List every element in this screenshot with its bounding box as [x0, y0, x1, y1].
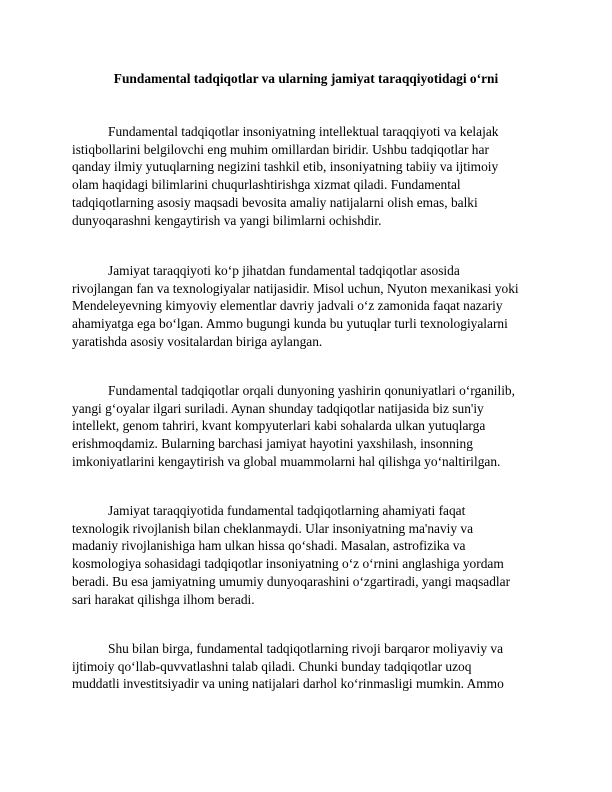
paragraph-line: rivojlangan fan va texnologiyalar natijasidir. Misol uchun, Nyuton mexanikasi yoki	[72, 280, 519, 296]
paragraph-line: Fundamental tadqiqotlar orqali dunyoning yashirin qonuniyatlari o‘rganilib,	[108, 383, 515, 398]
paragraph-line: beradi. Bu esa jamiyatning umumiy dunyoqarashini o‘zgartiradi, yangi maqsadlar	[72, 573, 511, 589]
paragraph-line: texnologik rivojlanish bilan cheklanmaydi. Ular insoniyatning ma'naviy va	[72, 520, 474, 536]
paragraph-line: Shu bilan birga, fundamental tadqiqotlarning rivoji barqaror moliyaviy va	[108, 641, 504, 656]
paragraph-line: imkoniyatlarini kengaytirish va global muammolarni hal qilishga yo‘naltirilgan.	[72, 453, 501, 469]
paragraph-line: Mendeleyevning kimyoviy elementlar davriy jadvali o‘z zamonida faqat nazariy	[72, 298, 503, 314]
paragraph-5	[72, 640, 532, 693]
paragraph-line: Jamiyat taraqqiyotida fundamental tadqiqotlarning ahamiyati faqat	[108, 503, 466, 518]
paragraph-line: muddatli investitsiyadir va uning natijalari darhol ko‘rinmasligi mumkin. Ammo	[72, 676, 504, 692]
paragraph-line: Fundamental tadqiqotlar insoniyatning intellektual taraqqiyoti va kelajak	[108, 124, 499, 139]
paragraph-1	[72, 123, 532, 229]
document-title: Fundamental tadqiqotlar va ularning jamiyat taraqqiyotidagi o‘rni	[113, 71, 499, 86]
paragraph-line: olam haqidagi bilimlarini chuqurlashtirishga xizmat qiladi. Fundamental	[72, 177, 461, 193]
paragraph-line: Jamiyat taraqqiyoti ko‘p jihatdan fundamental tadqiqotlar asosida	[108, 263, 460, 278]
paragraph-line: istiqbollarini belgilovchi eng muhim omillardan biridir. Ushbu tadqiqotlar har	[72, 141, 489, 157]
paragraph-line: ahamiyatga ega bo‘lgan. Ammo bugungi kunda bu yutuqlar turli texnologiyalarni	[72, 316, 508, 332]
paragraph-line: intellekt, genom tahriri, kvant kompyuterlari kabi sohalarda ulkan yutuqlarga	[72, 418, 486, 434]
paragraph-line: erishmoqdamiz. Bularning barchasi jamiyat hayotini yaxshilash, insonning	[72, 436, 473, 452]
paragraph-line: sari harakat qilishga ilhom beradi.	[72, 591, 255, 607]
paragraph-line: kosmologiya sohasidagi tadqiqotlar insoniyatning o‘z o‘rnini anglashiga yordam	[72, 556, 504, 572]
paragraph-2	[72, 262, 532, 351]
paragraph-line: tadqiqotlarning asosiy maqsadi bevosita amaliy natijalarni olish emas, balki	[72, 194, 478, 210]
paragraph-line: dunyoqarashni kengaytirish va yangi bilimlarni ochishdir.	[72, 212, 382, 228]
paragraph-line: madaniy rivojlanishiga ham ulkan hissa qo‘shadi. Masalan, astrofizika va	[72, 538, 466, 554]
paragraph-line: yaratishda asosiy vositalardan biriga aylangan.	[72, 333, 323, 349]
paragraph-line: yangi g‘oyalar ilgari suriladi. Aynan shunday tadqiqotlar natijasida biz sun'iy	[72, 400, 484, 416]
paragraph-line: qanday ilmiy yutuqlarning negizini tashkil etib, insoniyatning tabiiy va ijtimoiy	[72, 159, 499, 175]
paragraph-3	[72, 382, 532, 471]
paragraph-4	[72, 502, 532, 608]
paragraph-line: ijtimoiy qo‘llab-quvvatlashni talab qiladi. Chunki bunday tadqiqotlar uzoq	[72, 658, 472, 674]
